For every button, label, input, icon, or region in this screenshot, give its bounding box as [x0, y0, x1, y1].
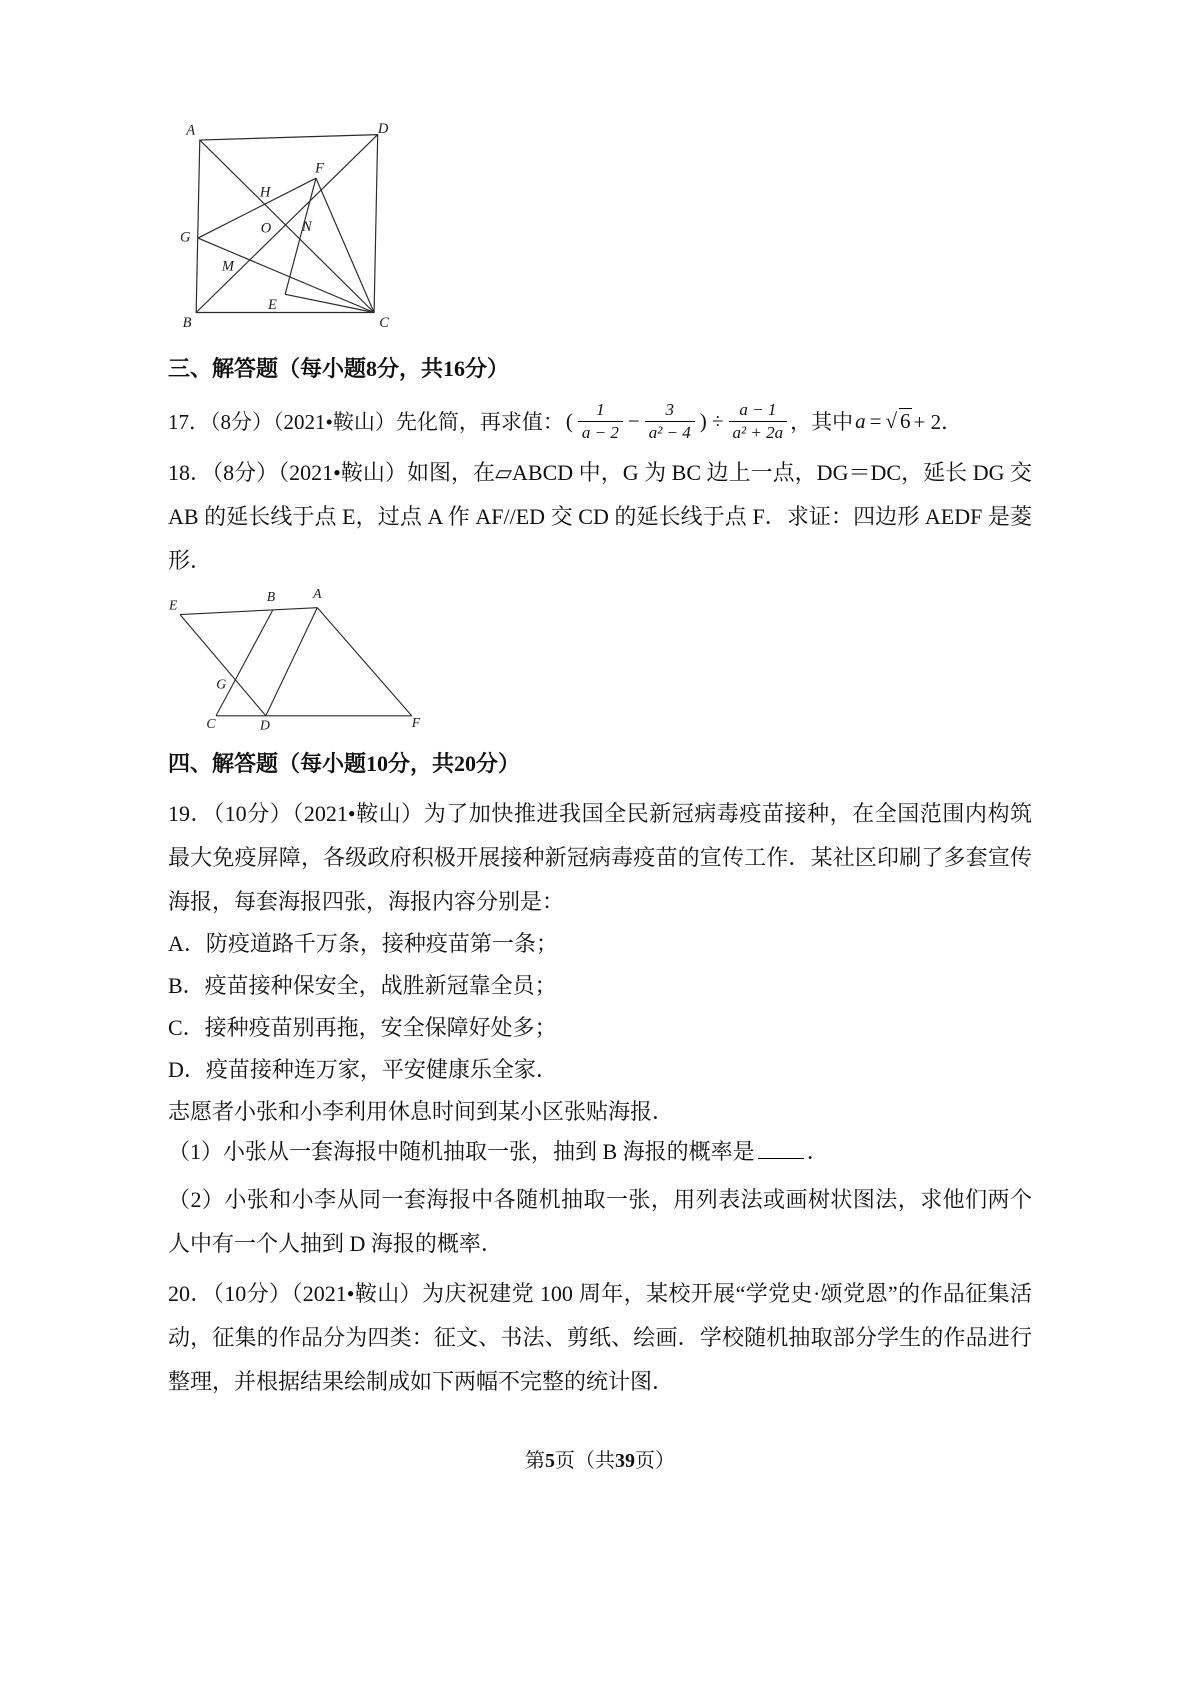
footer-suffix: 页） [635, 1450, 675, 1472]
figure-square-geometry [178, 120, 1032, 343]
segment-fc [316, 178, 374, 312]
problem-18: 18．（8分）（2021•鞍山）如图，在▱ABCD 中，G 为 BC 边上一点，DG＝DC，延长 DG 交 AB 的延长线于点 E，过点 A 作 AF//ED 交 CD 的延长线于点 F．求证：四边形 AEDF 是菱形． [168, 460, 1032, 573]
problem-19-question-2: （2）小张和小李从同一套海报中各随机抽取一张，用列表法或画树状图法，求他们两个人中有一个人抽到 D 海报的概率． [168, 1187, 1032, 1256]
variable-a: a [855, 408, 866, 433]
problem-19-item-d: D．疫苗接种连万家，平安健康乐全家． [168, 1057, 558, 1082]
segment-bc [216, 610, 273, 716]
point-label-d: D [377, 120, 389, 137]
point-label-a: A [313, 587, 322, 602]
parallelogram-svg [168, 587, 434, 733]
point-label-f: F [315, 160, 325, 177]
question-1-period: ． [806, 1139, 829, 1164]
segment-af [317, 608, 411, 716]
segment-gc [198, 238, 374, 312]
point-label-b: B [182, 315, 192, 332]
fraction-2-numerator: 3 [665, 400, 674, 420]
point-label-b: B [266, 588, 276, 604]
section-3-heading: 三、解答题（每小题8分，共16分） [168, 356, 510, 381]
problem-19-item-b: B．疫苗接种保安全，战胜新冠靠全员； [168, 973, 557, 998]
section-4-heading: 四、解答题（每小题10分，共20分） [168, 751, 521, 776]
paren-close-divide: ) ÷ [699, 408, 724, 433]
problem-17 [168, 397, 1032, 445]
problem-19-volunteers: 志愿者小张和小李利用休息时间到某小区张贴海报． [168, 1099, 675, 1124]
figure-lines [180, 608, 412, 716]
segment-fe [285, 178, 316, 294]
question-1-text: （1）小张从一套海报中随机抽取一张，抽到 B 海报的概率是 [168, 1139, 755, 1164]
answer-blank [758, 1138, 804, 1159]
point-label-g: G [180, 229, 191, 246]
footer-prefix: 第 [525, 1450, 545, 1472]
fraction-3-numerator: a − 1 [739, 400, 777, 420]
point-label-e: E [267, 296, 277, 313]
page-footer [0, 1444, 1200, 1473]
problem-19-item-a: A．防疫道路千万条，接种疫苗第一条； [168, 931, 558, 956]
fraction-2-denominator: a² − 4 [645, 421, 695, 443]
segment-gf [198, 178, 316, 238]
point-label-f: F [411, 714, 421, 730]
problem-20: 20．（10分）（2021•鞍山）为庆祝建党 100 周年，某校开展“学党史·颂党恩”的作品征集活动，征集的作品分为四类：征文、书法、剪纸、绘画．学校随机抽取部分学生的作品进行整理，并根据结果绘制成如下两幅不完整的统计图． [168, 1281, 1032, 1394]
figure-lines [196, 135, 378, 313]
equals-sign: = [869, 408, 882, 433]
problem-19-intro: 19．（10分）（2021•鞍山）为了加快推进我国全民新冠病毒疫苗接种，在全国范围内构筑最大免疫屏障，各级政府积极开展接种新冠病毒疫苗的宣传工作．某社区印刷了多套宣传海报，每套海报四张，海报内容分别是： [168, 801, 1032, 914]
minus-sign: − [627, 408, 640, 433]
sqrt-sign: √ [885, 408, 897, 433]
point-label-c: C [379, 315, 389, 332]
point-label-m: M [221, 258, 234, 275]
formula-tail: + 2． [913, 410, 963, 434]
square-geometry-svg [178, 120, 414, 338]
point-label-g: G [216, 676, 227, 692]
point-label-o: O [260, 220, 272, 237]
where-text: ，其中 [790, 410, 854, 434]
figure-parallelogram [168, 587, 1032, 738]
segment-ec [285, 294, 374, 312]
fraction-1-denominator: a − 2 [578, 421, 623, 443]
total-pages: 39 [615, 1450, 635, 1472]
point-label-a: A [186, 122, 196, 139]
segment-ea [180, 608, 317, 615]
paren-open: ( [565, 408, 573, 433]
point-label-e: E [168, 597, 178, 613]
fraction-3 [729, 399, 788, 443]
segment-ed [180, 615, 266, 716]
problem-19-item-c: C．接种疫苗别再拖，安全保障好处多； [168, 1015, 557, 1040]
point-label-h: H [259, 184, 271, 201]
problem-19-question-1 [168, 1138, 1032, 1166]
segment-ad [266, 608, 317, 716]
footer-middle: 页（共 [555, 1450, 615, 1472]
radicand: 6 [900, 409, 911, 433]
point-label-d: D [260, 717, 270, 733]
fraction-1 [578, 399, 623, 443]
fraction-2 [645, 399, 695, 443]
problem-17-prefix: 17．（8分）（2021•鞍山）先化简，再求值： [168, 410, 564, 434]
point-label-c: C [206, 715, 216, 731]
point-label-n: N [302, 218, 312, 235]
fraction-1-numerator: 1 [596, 400, 605, 420]
page-number: 5 [545, 1450, 555, 1472]
fraction-3-denominator: a² + 2a [729, 421, 788, 443]
